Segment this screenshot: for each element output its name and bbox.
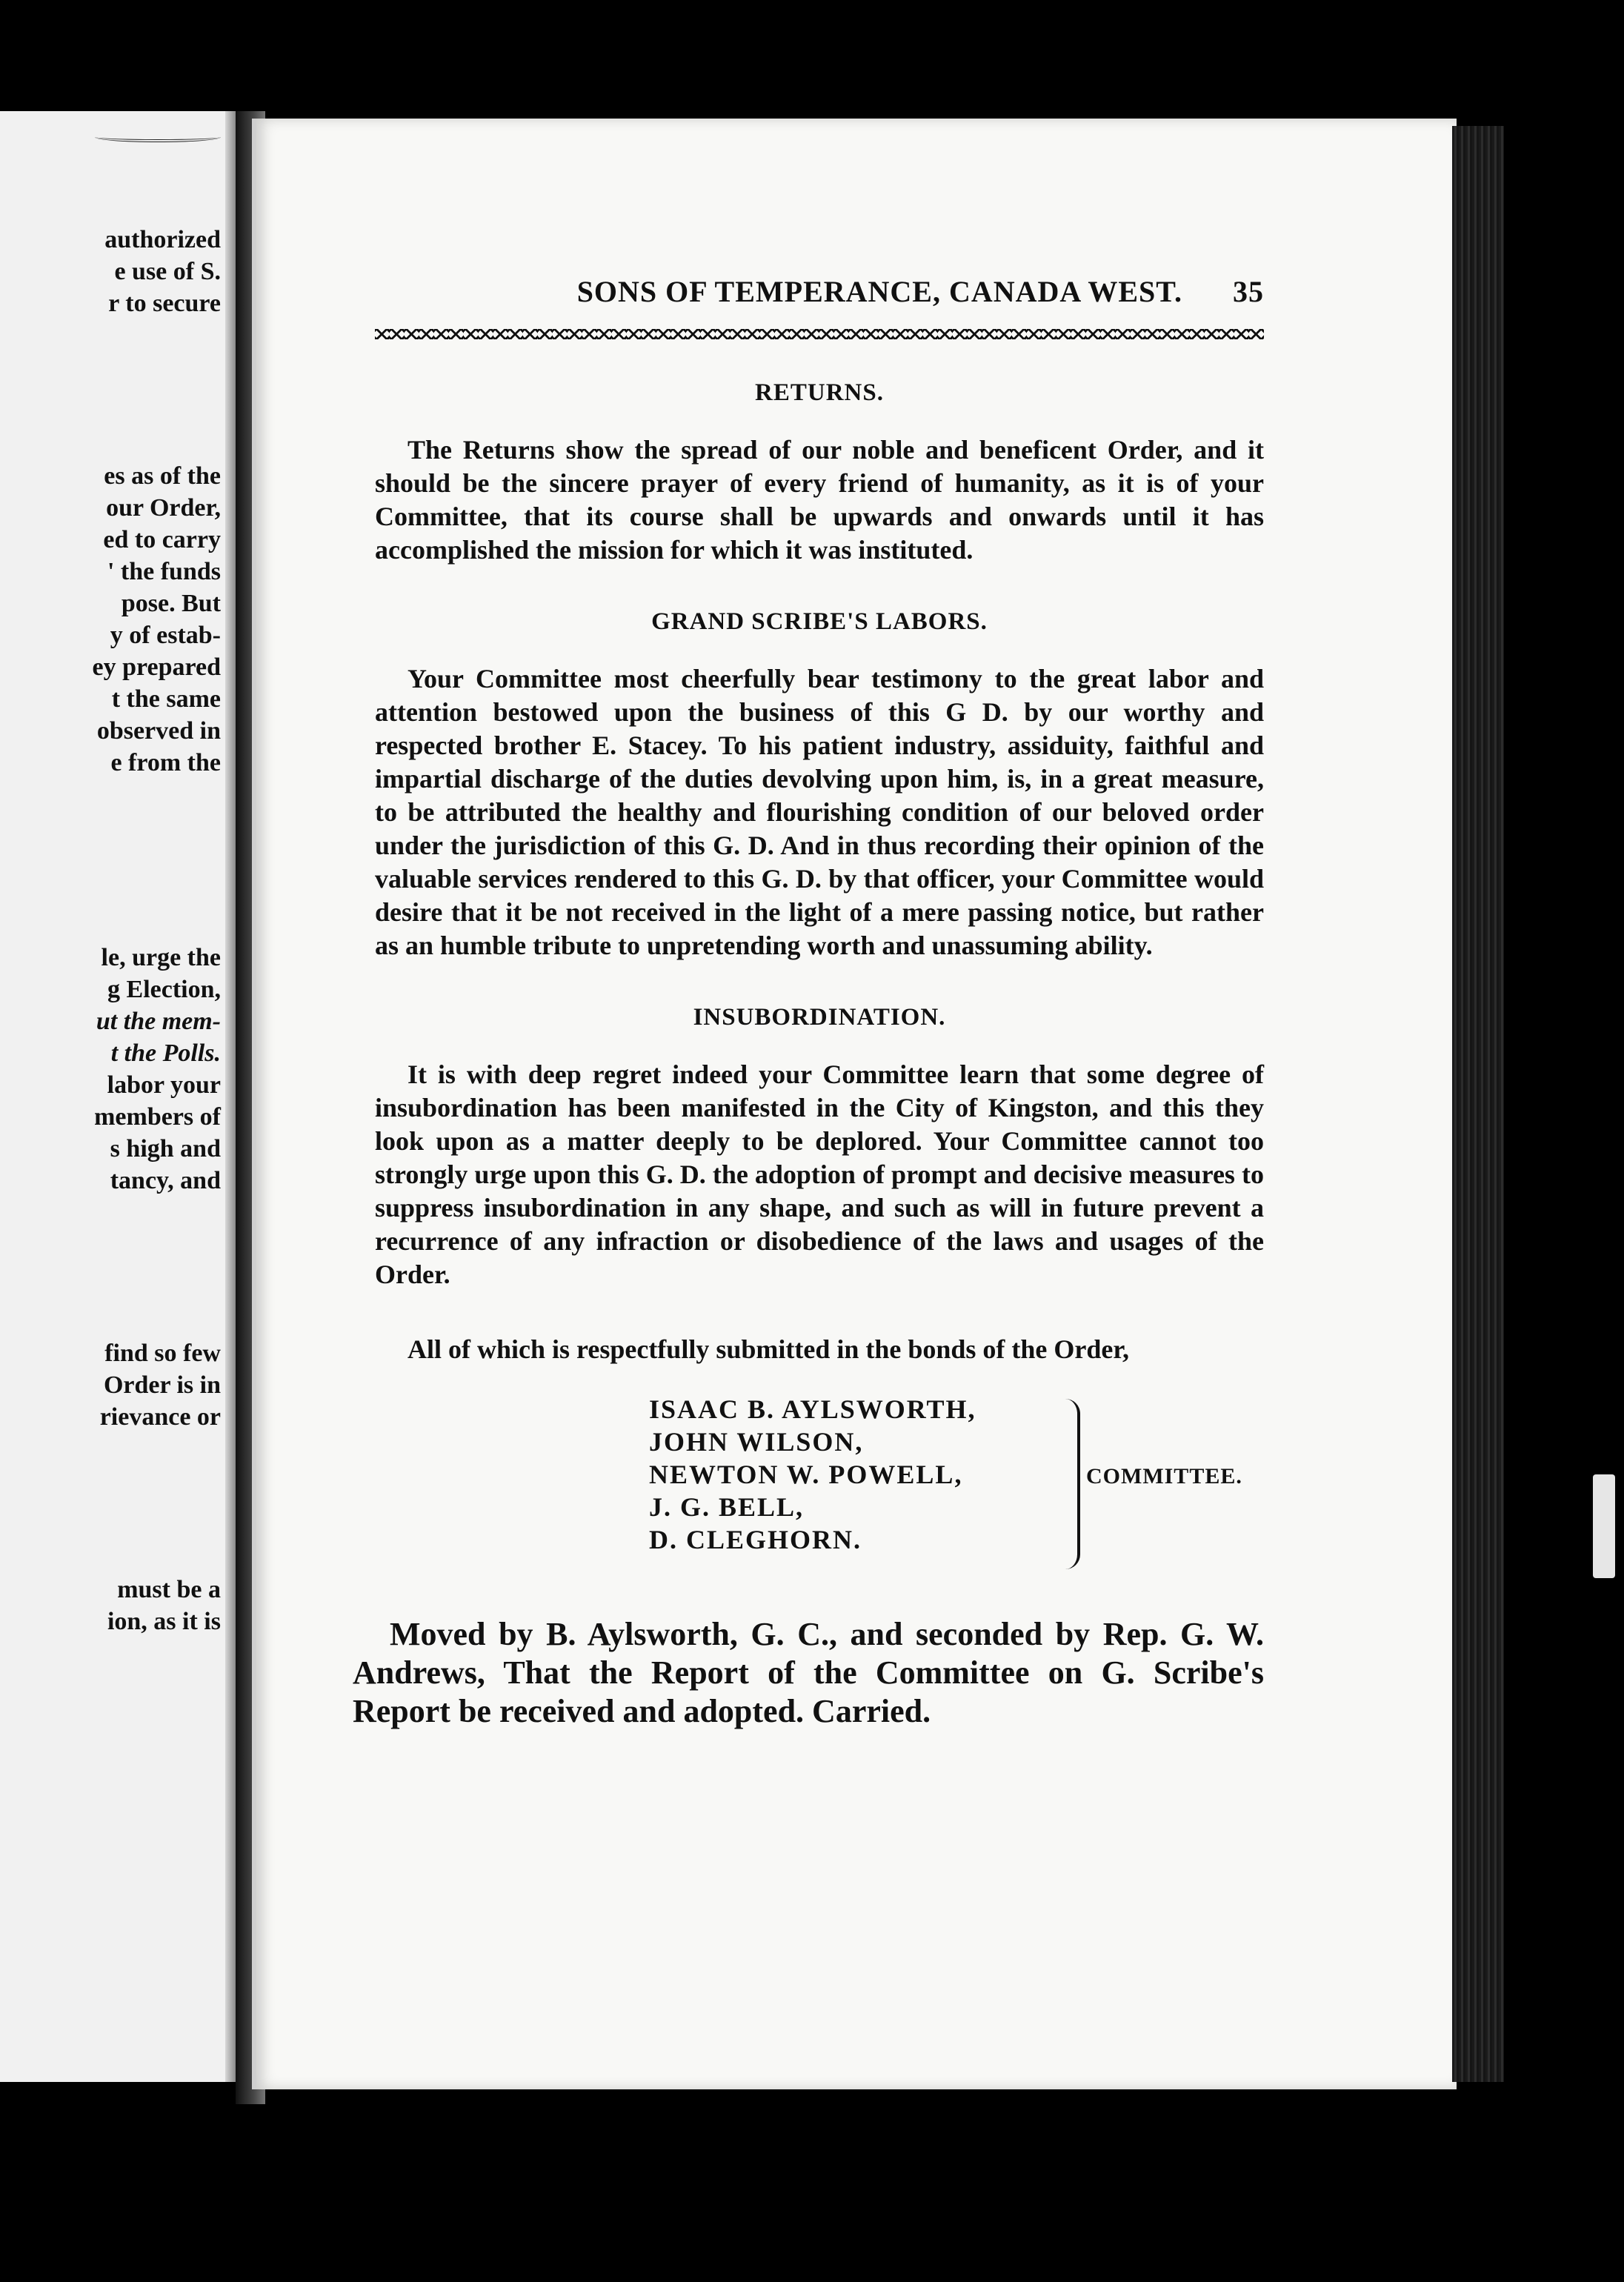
left-line: labor your [107,1071,221,1099]
left-line: ion, as it is [107,1608,221,1635]
left-line: s high and [110,1135,221,1162]
page-number: 35 [1233,275,1264,308]
closing-line: All of which is respectfully submitted in the bonds of the Order, [407,1334,1130,1364]
brace [1055,1399,1080,1569]
left-line: es as of the [104,462,221,490]
left-line: le, urge the [101,944,221,971]
section-body: The Returns show the spread of our noble and beneficent Order, and it should be the sincere prayer of every friend of humanity, as it is of your Committee, that its course shall be upwards and onwards until it has accomplished the mission for which it was instituted. [375,435,1264,565]
left-line: tancy, and [110,1167,221,1194]
left-line: members of [94,1103,221,1131]
section-body: It is with deep regret indeed your Committee learn that some degree of insubordination has been manifested in the City of Kingston, and this they look upon as a matter deeply to be deplored. Your Committee cannot too strongly urge upon this G. D. the adoption of prompt and decisive measures to suppress insubordination in any shape, and such as will in future prevent a recurrence of any infraction or disobedience of the laws and usages of the Order. [375,1060,1264,1289]
left-line: y of estab- [110,622,221,649]
left-line: t the same [111,685,221,713]
section-heading: GRAND SCRIBE'S LABORS. [651,608,988,635]
committee-label: COMMITTEE. [1086,1464,1242,1488]
left-line: find so few [104,1340,221,1367]
left-page-rule [95,132,221,142]
section-heading: INSUBORDINATION. [693,1004,946,1031]
document-page [252,119,1457,2089]
left-line: t the Polls. [110,1039,221,1067]
left-line: authorized [104,226,221,253]
wavy-rule [375,329,1264,339]
signature-block [649,1393,1264,1578]
section-body: Your Committee most cheerfully bear testimony to the great labor and attention bestowed upon the business of this G D. by our worthy and respected brother E. Stacey. To his patient industry, assiduity, faithful and impartial discharge of the duties devolving upon him, is, in a great measure, to be attributed the healthy and flourishing condition of our beloved order under the jurisdiction of this G. D. And in thus recording their opinion of the valuable services rendered to this G. D. by that officer, your Committee would desire that it be not received in the light of a mere passing notice, but rather as an humble tribute to unpretending worth and unassuming ability. [375,664,1264,960]
left-line: must be a [117,1576,221,1603]
page-content [353,274,1264,1731]
left-line: ed to carry [103,526,221,553]
left-line: r to secure [108,290,221,317]
running-head-title: SONS OF TEMPERANCE, CANADA WEST. [576,275,1182,308]
left-line: g Election, [107,976,221,1003]
background-fragment [1593,1474,1615,1578]
section-insubordination [375,1004,1264,1291]
section-returns [375,379,1264,567]
signatory-name: JOHN WILSON, [649,1427,864,1457]
left-line: e use of S. [114,258,221,285]
signatory-name: J. G. BELL, [649,1492,805,1522]
left-line: ey prepared [92,653,221,681]
left-line: ut the mem- [96,1008,221,1035]
left-facing-page [0,111,236,2082]
signatory-name: NEWTON W. POWELL, [649,1460,963,1489]
left-line: our Order, [106,494,221,522]
left-page-gutter [225,111,236,2082]
signatory-name: ISAAC B. AYLSWORTH, [649,1394,976,1424]
running-head [375,274,1264,319]
left-line: Order is in [103,1371,221,1399]
section-heading: RETURNS. [755,379,884,406]
left-page-text-fragments [0,111,221,1637]
motion-paragraph: Moved by B. Aylsworth, G. C., and seconded by Rep. G. W. Andrews, That the Report of the Committee on G. Scribe's Report be received and adopted. Carried. [353,1616,1264,1729]
signatory-name: D. CLEGHORN. [649,1525,862,1554]
left-line: e from the [110,749,221,776]
left-line: observed in [96,717,221,745]
left-line: rievance or [99,1403,221,1431]
left-line: pose. But [121,590,221,617]
section-grand-scribes-labors [375,608,1264,962]
book-page-edges [1452,126,1504,2082]
left-line: ' the funds [107,558,221,585]
